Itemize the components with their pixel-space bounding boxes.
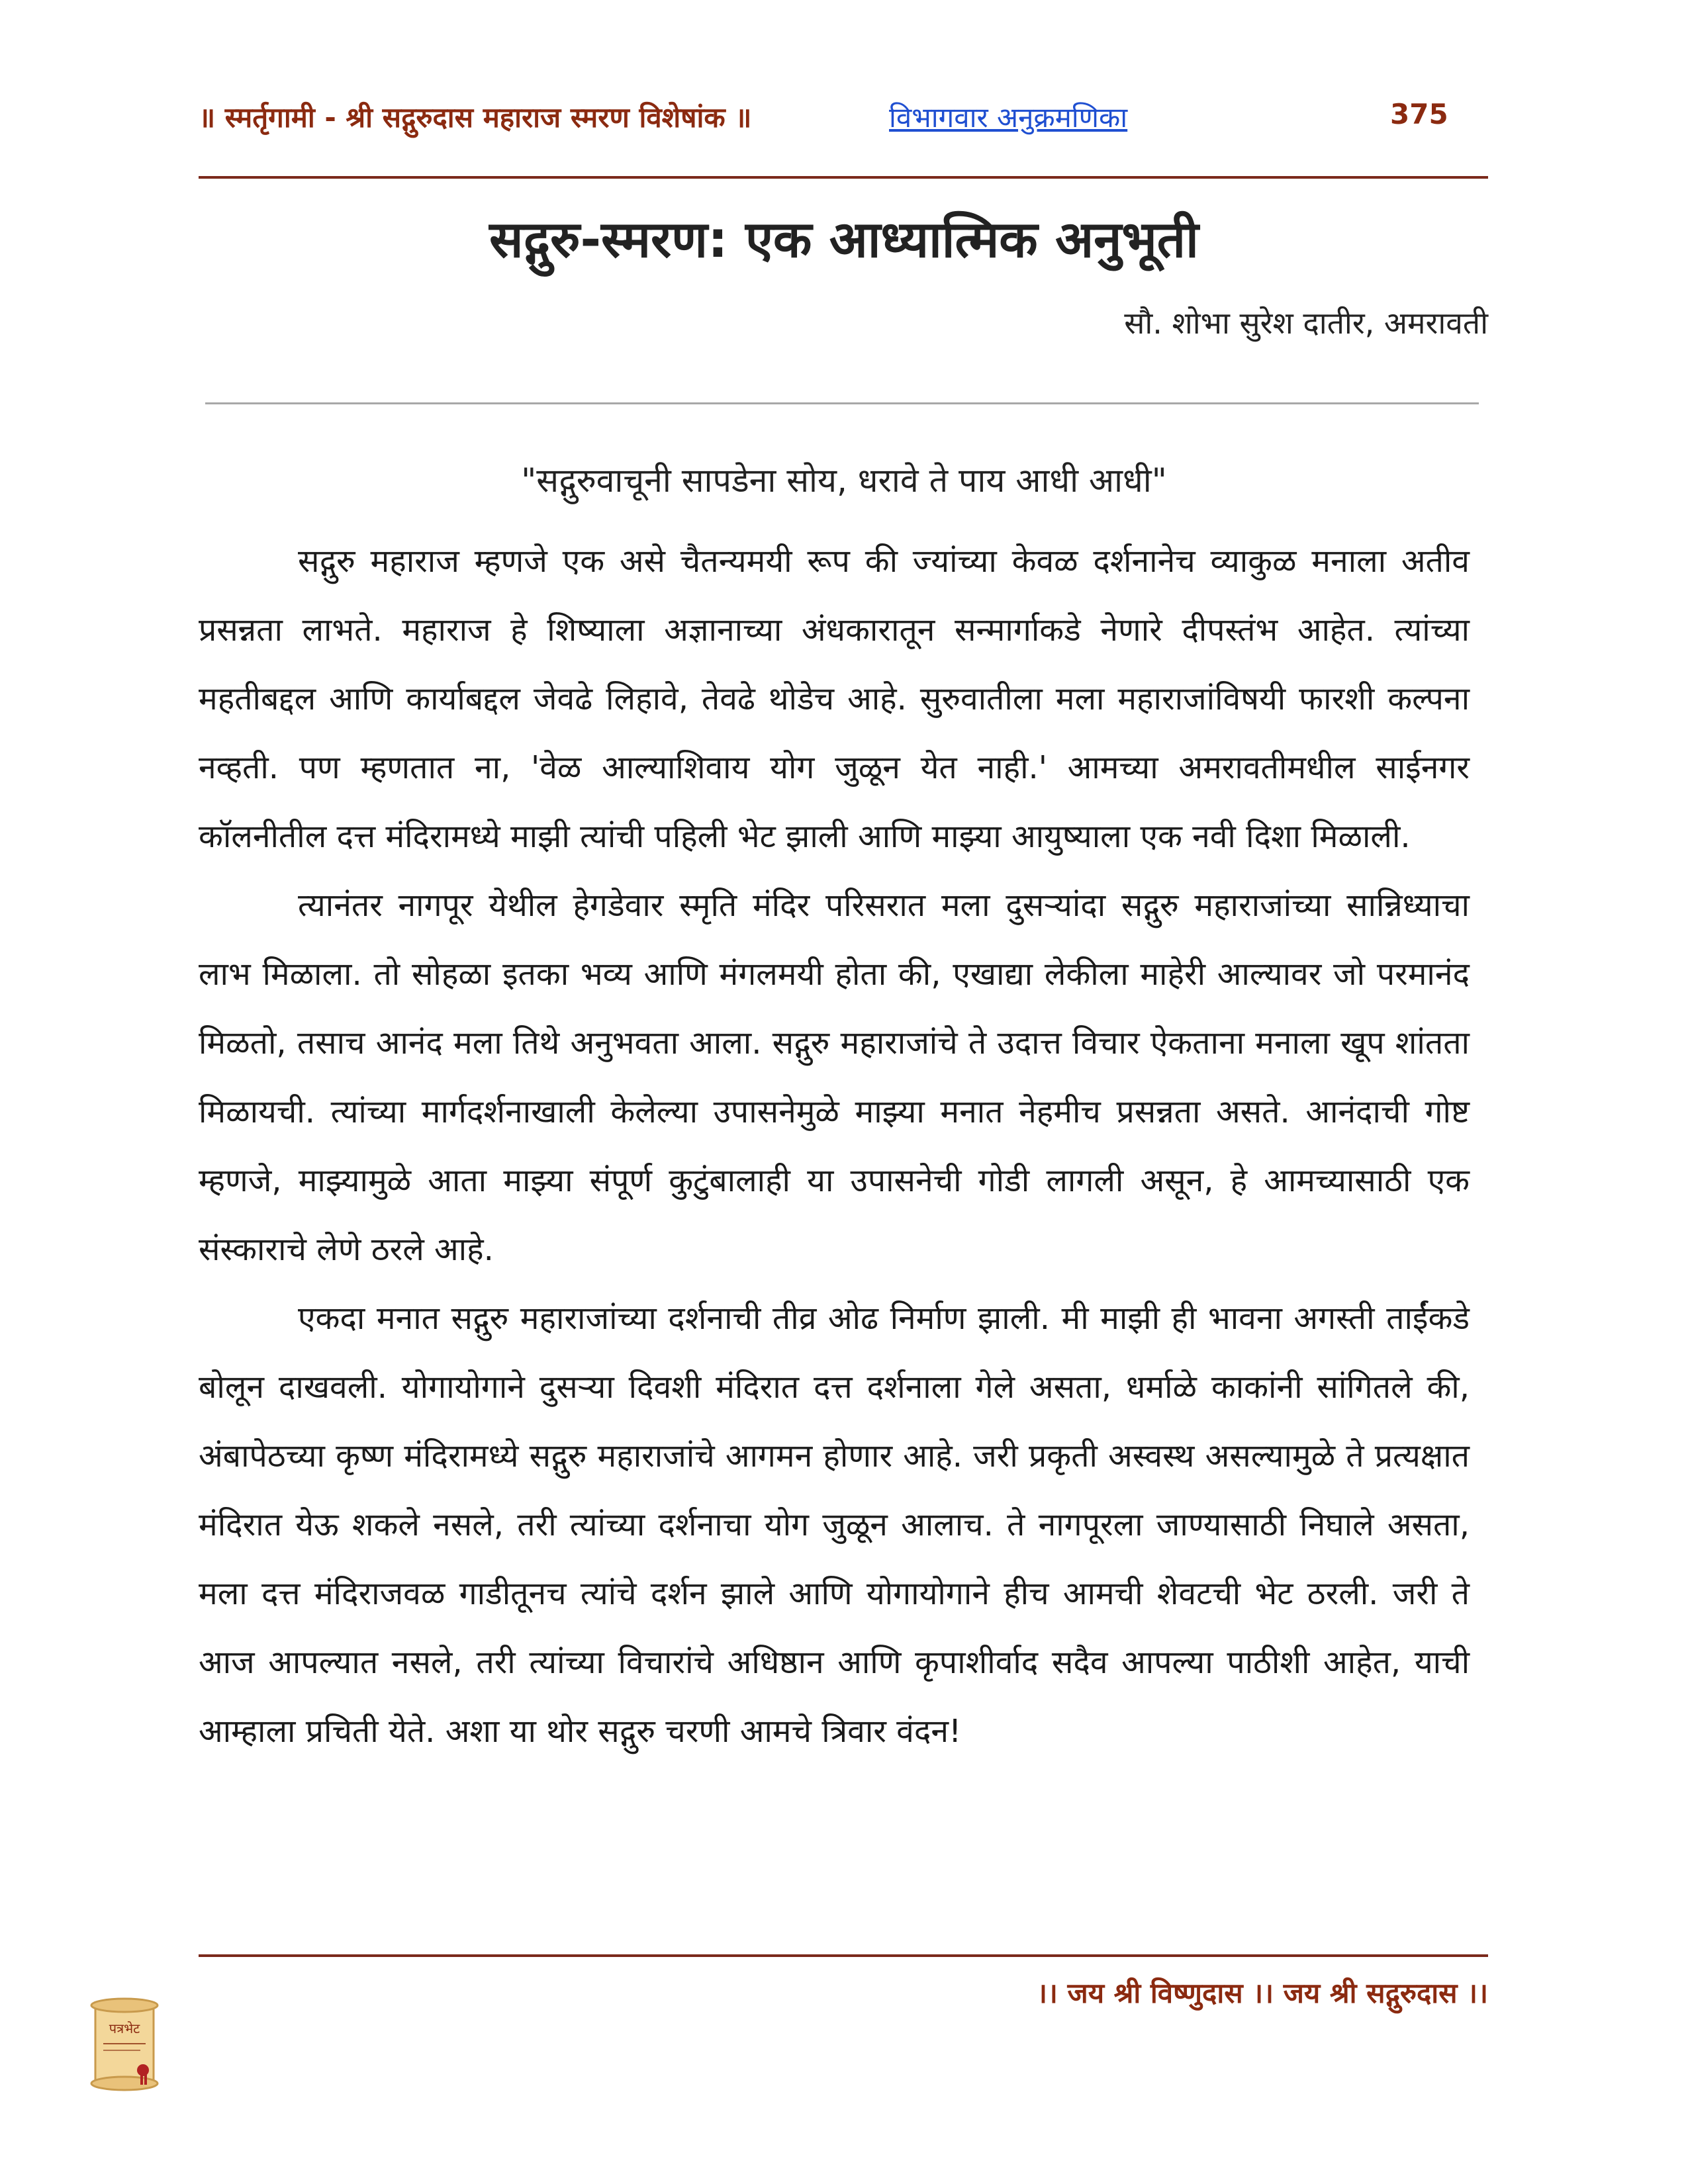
index-link[interactable]: विभागवार अनुक्रमणिका: [889, 101, 1128, 134]
header-divider: [199, 176, 1488, 179]
patrabhet-scroll-logo: [87, 1996, 162, 2095]
paragraph-1: सद्गुरु महाराज म्हणजे एक असे चैतन्यमयी रूप की ज्यांच्या केवळ दर्शनानेच व्याकुळ मनाला अतीव प्रसन्नता लाभते. महाराज हे शिष्याला अज्ञानाच्या अंधकारातून सन्मार्गाकडे नेणारे दीपस्तंभ आहेत. त्यांच्या महतीबद्दल आणि कार्याबद्दल जेवढे लिहावे, तेवढे थोडेच आहे. सुरुवातीला मला महाराजांविषयी फारशी कल्पना नव्हती. पण म्हणतात ना, 'वेळ आल्याशिवाय योग जुळून येत नाही.' आमच्या अमरावतीमधील साईनगर कॉलनीतील दत्त मंदिरामध्ये माझी त्यांची पहिली भेट झाली आणि माझ्या आयुष्याला एक नवी दिशा मिळाली.: [199, 543, 1470, 855]
article-title: सद्गुरु-स्मरण: एक आध्यात्मिक अनुभूती: [489, 210, 1199, 269]
publication-title: ॥ स्मर्तृगामी - श्री सद्गुरुदास महाराज स्मरण विशेषांक ॥: [199, 101, 752, 134]
footer-divider: [199, 1954, 1488, 1957]
title-divider: [205, 402, 1479, 404]
page-number: 375: [1390, 98, 1448, 130]
scroll-icon: [87, 1996, 162, 2095]
logo-label: पत्रभेट: [109, 2021, 140, 2036]
article-quote: "सद्गुरुवाचूनी सापडेना सोय, धरावे ते पाय आधी आधी": [521, 461, 1167, 500]
paragraph-2: त्यानंतर नागपूर येथील हेगडेवार स्मृति मंदिर परिसरात मला दुसऱ्यांदा सद्गुरु महाराजांच्या सान्निध्याचा लाभ मिळाला. तो सोहळा इतका भव्य आणि मंगलमयी होता की, एखाद्या लेकीला माहेरी आल्यावर जो परमानंद मिळतो, तसाच आनंद मला तिथे अनुभवता आला. सद्गुरु महाराजांचे ते उदात्त विचार ऐकताना मनाला खूप शांतता मिळायची. त्यांच्या मार्गदर्शनाखाली केलेल्या उपासनेमुळे माझ्या मनात नेहमीच प्रसन्नता असते. आनंदाची गोष्ट म्हणजे, माझ्यामुळे आता माझ्या संपूर्ण कुटुंबालाही या उपासनेची गोडी लागली असून, हे आमच्यासाठी एक संस्काराचे लेणे ठरले आहे.: [199, 887, 1470, 1268]
footer-chant: ।। जय श्री विष्णुदास ।। जय श्री सद्गुरुदास ।।: [1037, 1977, 1488, 2009]
paragraph-3: एकदा मनात सद्गुरु महाराजांच्या दर्शनाची तीव्र ओढ निर्माण झाली. मी माझी ही भावना अगस्ती ताईंकडे बोलून दाखवली. योगायोगाने दुसऱ्या दिवशी मंदिरात दत्त दर्शनाला गेले असता, धर्माळे काकांनी सांगितले की, अंबापेठच्या कृष्ण मंदिरामध्ये सद्गुरु महाराजांचे आगमन होणार आहे. जरी प्रकृती अस्वस्थ असल्यामुळे ते प्रत्यक्षात मंदिरात येऊ शकले नसले, तरी त्यांच्या दर्शनाचा योग जुळून आलाच. ते नागपूरला जाण्यासाठी निघाले असता, मला दत्त मंदिराजवळ गाडीतूनच त्यांचे दर्शन झाले आणि योगायोगाने हीच आमची शेवटची भेट ठरली. जरी ते आज आपल्यात नसले, तरी त्यांच्या विचारांचे अधिष्ठान आणि कृपाशीर्वाद सदैव आपल्या पाठीशी आहेत, याची आम्हाला प्रचिती येते. अशा या थोर सद्गुरु चरणी आमचे त्रिवार वंदन!: [199, 1300, 1470, 1750]
article-author: सौ. शोभा सुरेश दातीर, अमरावती: [1124, 305, 1488, 341]
article-body: [199, 527, 1470, 1766]
